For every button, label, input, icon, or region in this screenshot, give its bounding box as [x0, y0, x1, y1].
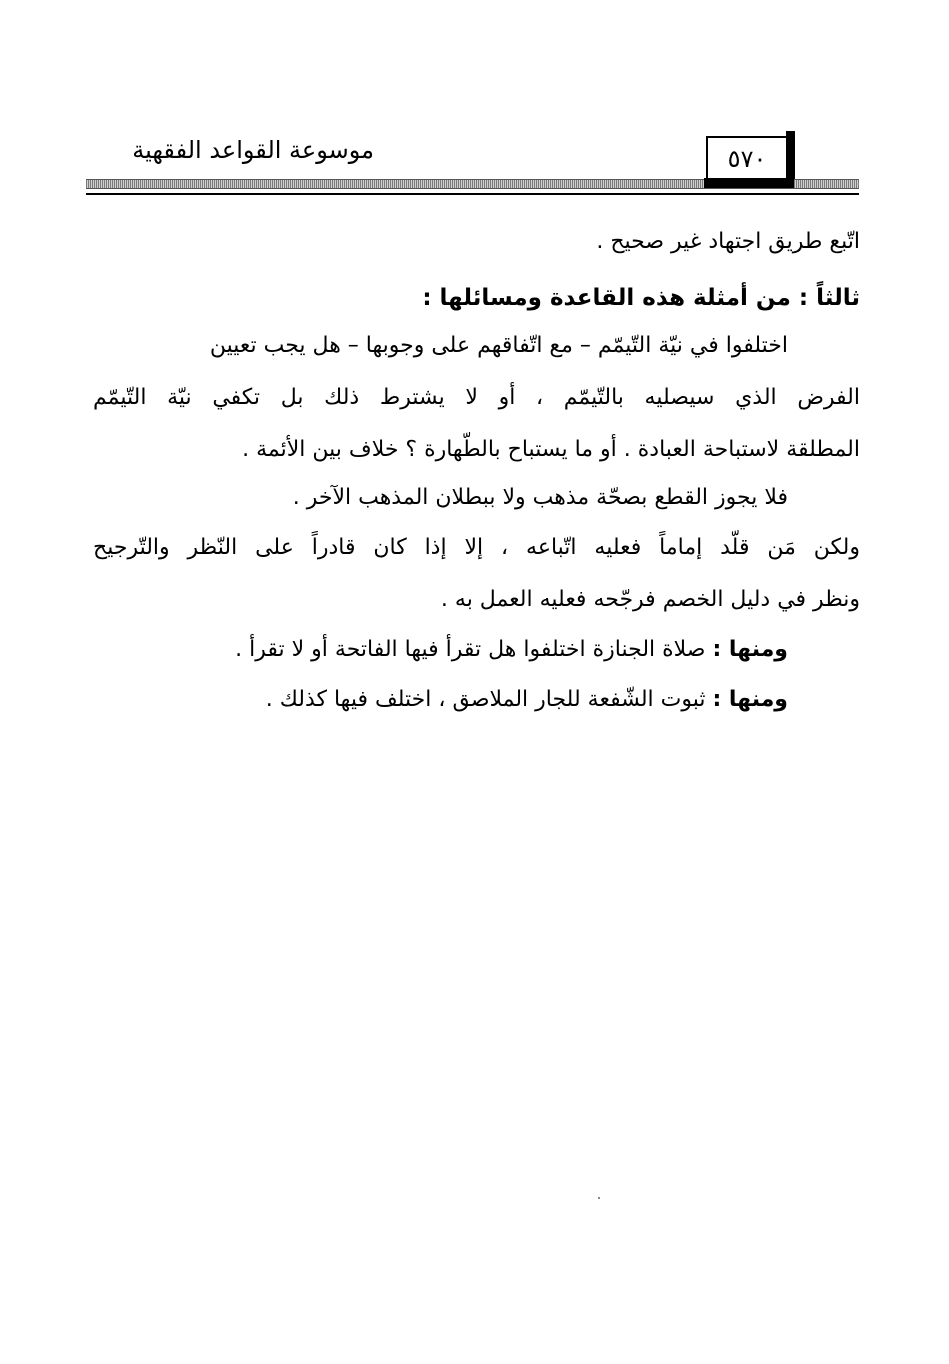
example-text: ثبوت الشّفعة للجار الملاصق ، اختلف فيها كذلك .	[265, 687, 706, 712]
text-line: ونظر في دليل الخصم فرجّحه فعليه العمل به .	[440, 587, 860, 612]
page-number	[706, 136, 788, 180]
example-label: ومنها :	[712, 637, 788, 662]
page-number-box-edge	[786, 131, 795, 183]
text-line: اختلفوا في نيّة التّيمّم – مع اتّفاقهم على وجوبها – هل يجب تعيين	[209, 333, 788, 358]
text-line: ولكن مَن قلّد إماماً فعليه اتّباعه ، إلا إذا كان قادراً على النّظر والتّرجيح	[93, 535, 860, 560]
example-label: ومنها :	[712, 687, 788, 712]
example-text: صلاة الجنازة اختلفوا هل تقرأ فيها الفاتحة أو لا تقرأ .	[235, 637, 706, 662]
header-band-accent	[704, 178, 794, 188]
text-line: فلا يجوز القطع بصحّة مذهب ولا ببطلان المذهب الآخر .	[292, 485, 788, 510]
running-header-title: موسوعة القواعد الفقهية	[132, 136, 374, 164]
example-line	[235, 630, 788, 670]
scan-speck	[598, 1197, 600, 1199]
example-line	[266, 680, 788, 720]
text-line: الفرض الذي سيصليه بالتّيمّم ، أو لا يشترط ذلك بل تكفي نيّة التّيمّم	[93, 385, 860, 410]
page-number-text: ٥٧٠	[727, 145, 767, 173]
header-rule	[86, 193, 859, 195]
text-line: المطلقة لاستباحة العبادة . أو ما يستباح بالطّهارة ؟ خلاف بين الأئمة .	[242, 437, 860, 462]
section-heading: ثالثاً : من أمثلة هذه القاعدة ومسائلها :	[422, 285, 860, 311]
text-line: اتّبع طريق اجتهاد غير صحيح .	[596, 229, 860, 254]
